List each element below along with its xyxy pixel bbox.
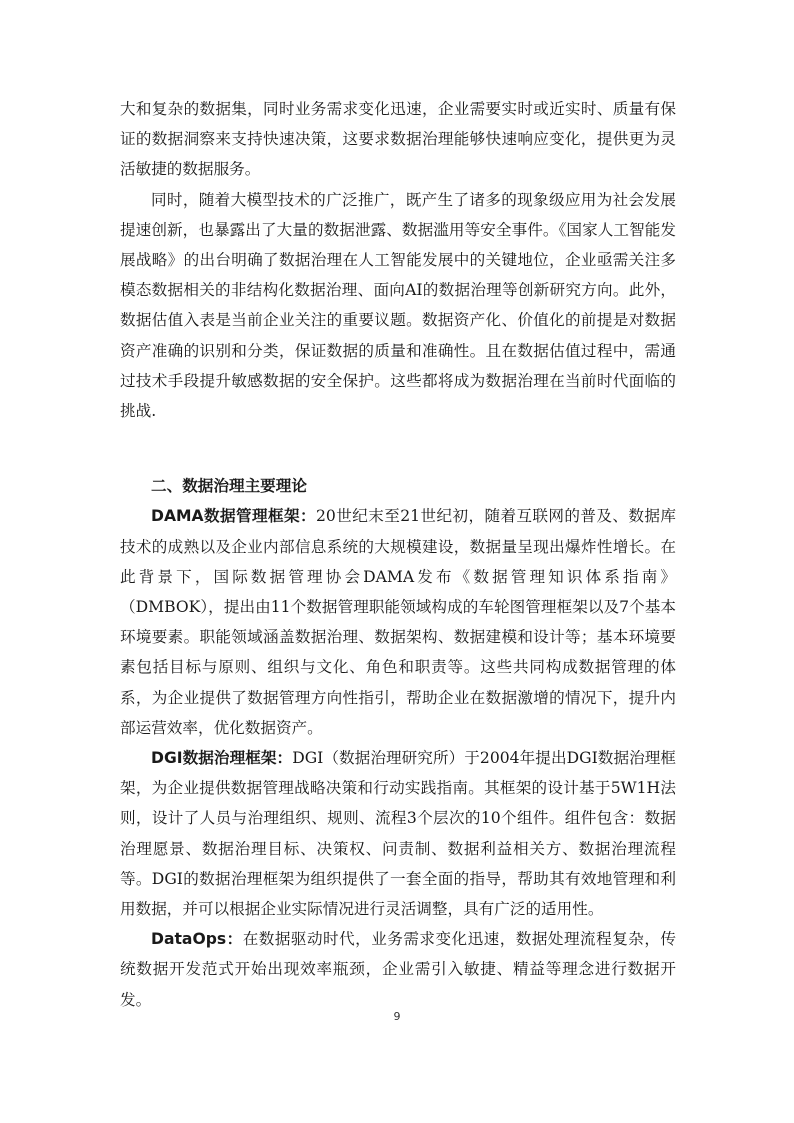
term-dataops: DataOps： [151, 930, 243, 949]
term-dgi: DGI数据治理框架： [151, 749, 293, 768]
section-spacer [120, 426, 676, 471]
paragraph-dama [120, 501, 676, 743]
term-dama: DAMA数据管理框架： [151, 507, 316, 526]
paragraph-continued: 大和复杂的数据集，同时业务需求变化迅速，企业需要实时或近实时、质量有保证的数据洞察来支持快速决策，这要求数据治理能够快速响应变化，提供更为灵活敏捷的数据服务。 [120, 100, 676, 179]
paragraph-dgi [120, 743, 676, 924]
section-heading: 二、数据治理主要理论 [151, 477, 307, 496]
paragraph-dataops [120, 924, 676, 1015]
text-dataops: 在数据驱动时代，业务需求变化迅速，数据处理流程复杂，传统数据开发范式开始出现效率瓶颈，企业需引入敏捷、精益等理念进行数据开发。 [120, 930, 676, 1009]
page-number: 9 [393, 1010, 401, 1023]
paragraph-challenges: 同时，随着大模型技术的广泛推广，既产生了诸多的现象级应用为社会发展提速创新，也暴露出了大量的数据泄露、数据滥用等安全事件。《国家人工智能发展战略》的出台明确了数据治理在人工智能发展中的关键地位，企业亟需关注多模态数据相关的非结构化数据治理、面向AI的数据治理等创新研究方向。此外，数据估值入表是当前企业关注的重要议题。数据资产化、价值化的前提是对数据资产准确的识别和分类，保证数据的质量和准确性。且在数据估值过程中，需通过技术手段提升敏感数据的安全保护。这些都将成为数据治理在当前时代面临的挑战. [120, 190, 676, 421]
text-dama: 20世纪末至21世纪初，随着互联网的普及、数据库技术的成熟以及企业内部信息系统的大规模建设，数据量呈现出爆炸性增长。在此背景下，国际数据管理协会DAMA发布《数据管理知识体系指南》（DMBOK），提出由11个数据管理职能领域构成的车轮图管理框架以及7个基本环境要素。职能领域涵盖数据治理、数据架构、数据建模和设计等；基本环境要素包括目标与原则、组织与文化、角色和职责等。这些共同构成数据管理的体系，为企业提供了数据管理方向性指引，帮助企业在数据激增的情况下，提升内部运营效率，优化数据资产。 [120, 507, 676, 737]
text-dgi: DGI（数据治理研究所）于2004年提出DGI数据治理框架，为企业提供数据管理战略决策和行动实践指南。其框架的设计基于5W1H法则，设计了人员与治理组织、规则、流程3个层次的10个组件。组件包含：数据治理愿景、数据治理目标、决策权、问责制、数据利益相关方、数据治理流程等。DGI的数据治理框架为组织提供了一套全面的指导，帮助其有效地管理和利用数据，并可以根据企业实际情况进行灵活调整，具有广泛的适用性。 [120, 749, 676, 919]
page-content [120, 94, 676, 1015]
